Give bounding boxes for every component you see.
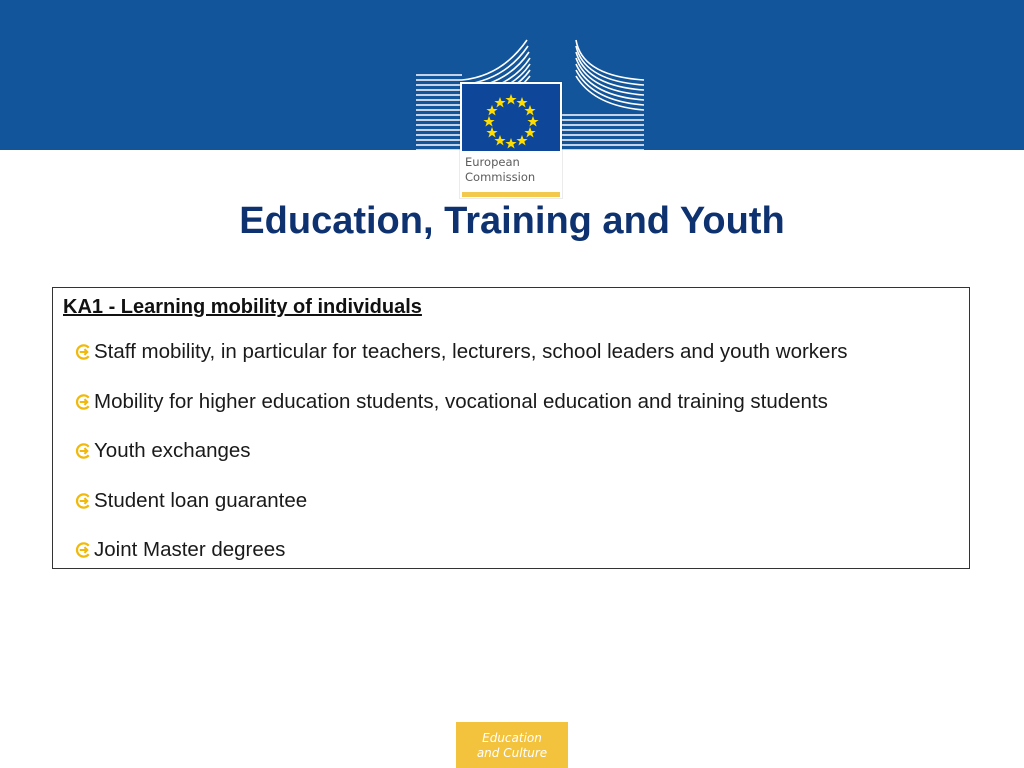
logo-card [460,82,562,198]
page-title: Education, Training and Youth [239,200,785,242]
bullet-text: Joint Master degrees [94,538,286,561]
circled-arrow-icon [75,442,92,460]
bullet-list [75,338,848,586]
footer-badge-line-1: Education [482,731,542,745]
circled-arrow-icon [75,393,92,411]
list-item [75,487,848,515]
european-commission-logo [412,36,648,200]
list-item [75,437,848,465]
section-heading: KA1 - Learning mobility of individuals [63,296,422,318]
logo-stripe [462,192,560,197]
bullet-text: Staff mobility, in particular for teachers, lecturers, school leaders and youth workers [94,340,848,363]
circled-arrow-icon [75,541,92,559]
eu-stars-icon [462,84,560,151]
footer-badge [456,722,568,768]
bullet-text: Mobility for higher education students, vocational education and training students [94,389,828,413]
eu-flag [462,84,560,151]
content-box [52,287,970,569]
list-item [75,338,848,366]
circled-arrow-icon [75,343,92,361]
circled-arrow-icon [75,492,92,510]
bullet-text: Youth exchanges [94,439,251,462]
list-item [75,388,848,416]
footer-badge-line-2: and Culture [476,746,548,760]
logo-text: European Commission [465,155,536,184]
list-item [75,536,848,564]
bullet-text: Student loan guarantee [94,488,308,512]
